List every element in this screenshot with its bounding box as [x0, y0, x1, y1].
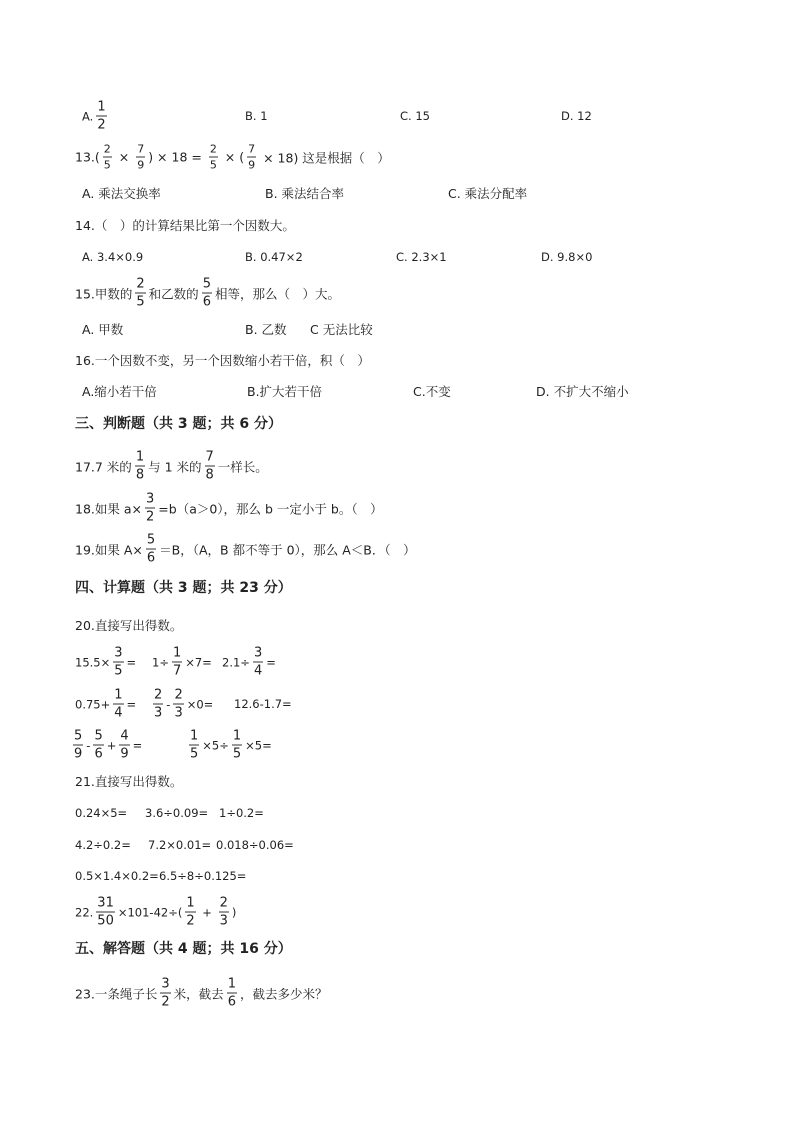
q21-item: 1÷0.2= — [219, 806, 264, 820]
fraction — [189, 730, 199, 761]
q13-option-b[interactable]: B. 乘法结合率 — [265, 186, 345, 201]
text: + — [106, 738, 117, 752]
text: = — [126, 655, 137, 669]
q21-item: 7.2×0.01= — [148, 838, 212, 852]
numerator: 31 — [97, 895, 114, 911]
fraction — [153, 689, 163, 720]
heading-text: 四、计算题（共 3 题；共 23 分） — [75, 580, 292, 596]
question-text: 20.直接写出得数。 — [75, 618, 183, 633]
text: 相等，那么（ ）大。 — [214, 286, 340, 301]
q16-option-a[interactable]: A.缩小若干倍 — [82, 384, 157, 399]
fraction — [135, 278, 145, 309]
numerator: 7 — [248, 142, 256, 156]
text: 2.1÷ — [222, 655, 250, 669]
numerator: 4 — [120, 728, 129, 744]
q16-option-b[interactable]: B.扩大若干倍 — [247, 384, 323, 399]
question-text: 16.一个因数不变，另一个因数缩小若干倍，积（ ） — [75, 353, 370, 368]
heading-text: 三、判断题（共 3 题；共 6 分） — [75, 416, 282, 432]
option-label: A. — [82, 109, 94, 123]
text: 与 1 米的 — [148, 459, 202, 474]
q19-expression — [75, 534, 416, 565]
fraction — [145, 493, 155, 524]
q21-item: 6.5÷8÷0.125= — [159, 869, 247, 883]
q20-r2-b — [150, 689, 213, 720]
heading-text: 五、解答题（共 4 题；共 16 分） — [75, 941, 292, 957]
text: 19.如果 A× — [75, 542, 143, 557]
denominator: 5 — [232, 746, 242, 762]
text: ＝B，（A，B 都不等于 0），那么 A＜B．（ ） — [159, 542, 416, 557]
denominator: 4 — [253, 663, 263, 679]
text: = — [266, 655, 276, 669]
text: 18.如果 a× — [75, 501, 142, 516]
fraction — [253, 647, 263, 678]
denominator: 8 — [205, 467, 214, 483]
q18-expression — [75, 493, 383, 524]
text: - — [166, 697, 171, 711]
fraction — [205, 451, 215, 482]
q22-expression — [75, 897, 236, 928]
numerator: 5 — [202, 276, 211, 292]
numerator: 1 — [135, 449, 145, 465]
denominator: 5 — [136, 294, 145, 310]
text: 13.( — [75, 149, 100, 165]
q15-option-c[interactable]: C 无法比较 — [310, 322, 373, 337]
numerator: 1 — [190, 728, 199, 744]
numerator: 2 — [154, 687, 163, 703]
denominator: 2 — [161, 994, 170, 1010]
numerator: 3 — [161, 976, 170, 992]
q13-expression — [75, 144, 390, 171]
denominator: 2 — [186, 913, 195, 929]
text: + — [198, 905, 216, 919]
fraction — [227, 978, 237, 1009]
numerator: 5 — [146, 532, 156, 548]
fraction — [73, 730, 83, 761]
text: 和乙数的 — [148, 286, 199, 301]
fraction — [172, 647, 182, 678]
denominator: 6 — [227, 994, 236, 1010]
fraction — [146, 534, 156, 565]
q14-option-b[interactable]: B. 0.47×2 — [245, 250, 303, 264]
text: ×0= — [186, 697, 214, 711]
q17-expression — [75, 451, 268, 482]
q14-option-a[interactable]: A. 3.4×0.9 — [82, 250, 144, 264]
numerator: 5 — [94, 728, 103, 744]
q20-r2-a — [75, 689, 136, 720]
q12-option-d[interactable]: D. 12 — [561, 109, 592, 123]
text: 15.5× — [75, 655, 111, 669]
fraction — [96, 897, 115, 928]
fraction — [113, 647, 123, 678]
denominator: 2 — [146, 509, 155, 525]
denominator: 4 — [114, 705, 123, 721]
denominator: 5 — [114, 663, 123, 679]
denominator: 50 — [97, 913, 114, 929]
q21-item: 0.24×5= — [75, 806, 128, 820]
fraction — [103, 144, 112, 171]
numerator: 1 — [227, 976, 236, 992]
text: ，截去多少米？ — [239, 986, 328, 1001]
text: 0.75+ — [75, 697, 111, 711]
text: × 18) 这是根据（ ） — [259, 150, 390, 165]
numerator: 2 — [136, 276, 145, 292]
numerator: 3 — [253, 645, 263, 661]
numerator: 7 — [205, 449, 214, 465]
text: ×101-42÷( — [117, 905, 183, 919]
denominator: 6 — [94, 746, 103, 762]
fraction — [113, 689, 123, 720]
q15-option-b[interactable]: B. 乙数 — [245, 322, 287, 337]
q20-r1-c — [222, 647, 276, 678]
q21-item: 0.5×1.4×0.2= — [75, 869, 159, 883]
numerator: 1 — [114, 687, 123, 703]
text: = — [126, 697, 137, 711]
numerator: 3 — [114, 645, 123, 661]
text: ) — [231, 905, 237, 919]
numerator: 1 — [97, 99, 106, 115]
numerator: 1 — [172, 645, 182, 661]
question-text: 21.直接写出得数。 — [75, 774, 183, 789]
q15-expression — [75, 278, 340, 309]
fraction — [160, 978, 170, 1009]
denominator: 2 — [97, 117, 106, 133]
denominator: 9 — [248, 158, 256, 172]
q20-r2-c: 12.6-1.7= — [234, 697, 292, 711]
numerator: 2 — [219, 895, 228, 911]
denominator: 9 — [137, 158, 145, 172]
text: × — [114, 149, 134, 165]
q21-item: 4.2÷0.2= — [75, 838, 131, 852]
fraction — [202, 278, 212, 309]
fraction — [136, 144, 145, 171]
q13-option-a[interactable]: A. 乘法交换率 — [82, 186, 161, 201]
denominator: 7 — [172, 663, 182, 679]
text: × ( — [220, 149, 245, 165]
text: 一样长。 — [217, 459, 268, 474]
denominator: 3 — [154, 705, 163, 721]
question-text: 14.（ ）的计算结果比第一个因数大。 — [75, 218, 295, 233]
fraction — [219, 897, 229, 928]
numerator: 1 — [232, 728, 242, 744]
fraction — [119, 730, 129, 761]
q16-option-c[interactable]: C.不变 — [413, 384, 451, 399]
q20-r1-b — [152, 647, 212, 678]
text: ) × 18 = — [148, 149, 206, 165]
denominator: 3 — [174, 705, 183, 721]
fraction — [247, 144, 256, 171]
text: = — [132, 738, 143, 752]
numerator: 2 — [174, 687, 183, 703]
q21-item: 0.018÷0.06= — [216, 838, 294, 852]
fraction — [96, 101, 106, 132]
fraction — [93, 730, 103, 761]
text: 23.一条绳子长 — [75, 986, 158, 1001]
q20-r3-a — [70, 730, 142, 761]
denominator: 6 — [146, 550, 156, 566]
text: ×5÷ — [202, 738, 229, 752]
text: 1÷ — [152, 655, 169, 669]
numerator: 2 — [103, 142, 111, 156]
denominator: 5 — [190, 746, 199, 762]
q15-option-a[interactable]: A. 甲数 — [82, 322, 124, 337]
q20-r3-b — [186, 730, 272, 761]
denominator: 5 — [103, 158, 111, 172]
fraction — [232, 730, 242, 761]
fraction — [135, 451, 145, 482]
q21-item: 3.6÷0.09= — [145, 806, 209, 820]
fraction — [185, 897, 195, 928]
text: ×5= — [245, 738, 272, 752]
denominator: 6 — [202, 294, 211, 310]
numerator: 3 — [146, 491, 155, 507]
denominator: 9 — [120, 746, 129, 762]
text: 米，截去 — [173, 986, 224, 1001]
text: =b（a＞0），那么 b 一定小于 b。（ ） — [158, 501, 383, 516]
q12-option-c[interactable]: C. 15 — [400, 109, 430, 123]
q14-option-c[interactable]: C. 2.3×1 — [396, 250, 447, 264]
denominator: 8 — [135, 467, 145, 483]
denominator: 9 — [74, 746, 83, 762]
q13-option-c[interactable]: C. 乘法分配率 — [448, 186, 528, 201]
text: 17.7 米的 — [75, 459, 132, 474]
denominator: 3 — [219, 913, 228, 929]
q16-option-d[interactable]: D. 不扩大不缩小 — [536, 384, 629, 399]
text: 22. — [75, 905, 94, 919]
q12-option-b[interactable]: B. 1 — [245, 109, 268, 123]
numerator: 5 — [74, 728, 83, 744]
numerator: 1 — [186, 895, 195, 911]
text: 15.甲数的 — [75, 286, 133, 301]
q23-expression — [75, 978, 327, 1009]
denominator: 5 — [209, 158, 217, 172]
text: ×7= — [185, 655, 212, 669]
numerator: 2 — [209, 142, 217, 156]
fraction — [173, 689, 183, 720]
numerator: 7 — [137, 142, 145, 156]
q14-option-d[interactable]: D. 9.8×0 — [541, 250, 593, 264]
text: - — [86, 738, 91, 752]
fraction — [209, 144, 218, 171]
q20-r1-a — [75, 647, 136, 678]
q12-option-a[interactable] — [82, 101, 110, 132]
